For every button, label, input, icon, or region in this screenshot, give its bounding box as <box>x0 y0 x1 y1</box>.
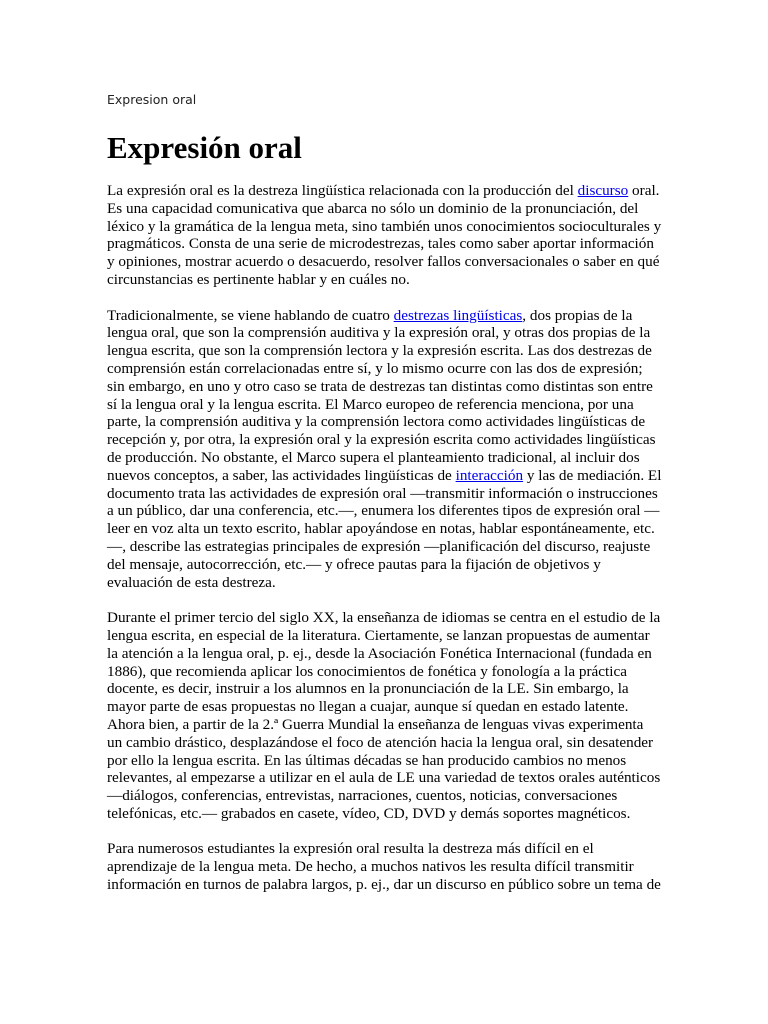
link-discurso[interactable]: discurso <box>577 182 629 199</box>
paragraph-2-text-end: y las de mediación. El documento trata las actividades de expresión oral —transmitir información o instrucciones a un público, dar una conferencia, etc.—, enumera los diferentes tipos de expresión oral —leer en voz alta un texto escrito, hablar apoyándose en notas, hablar espontáneamente, etc.—, describe las estrategias principales de expresión —planificación del discurso, reajuste del mensaje, autocorrección, etc.— y ofrece pautas para la fijación de objetivos y evaluación de esta destreza. <box>107 466 662 591</box>
paragraph-2 <box>107 307 662 592</box>
paragraph-1-text-start: La expresión oral es la destreza lingüística relacionada con la producción del <box>107 182 578 199</box>
paragraph-2-text-start: Tradicionalmente, se viene hablando de cuatro <box>107 306 394 324</box>
link-interaccion[interactable]: interacción <box>455 466 524 484</box>
paragraph-4: Para numerosos estudiantes la expresión oral resulta la destreza más difícil en el aprendizaje de la lengua meta. De hecho, a muchos nativos les resulta difícil transmitir información en turnos de palabra largos, p. ej., dar un discurso en público sobre un tema de <box>107 840 661 894</box>
page-title: Expresión oral <box>107 130 302 165</box>
paragraph-2-text-middle: , dos propias de la lengua oral, que son la comprensión auditiva y la expresión oral, y otras dos propias de la lengua escrita, que son la comprensión lectora y la expresión escrita. Las dos destrezas de comprensión están correlacionadas entre sí, y lo mismo ocurre con las dos de expresión; sin embargo, en uno y otro caso se trata de destrezas tan distintas como distintas son entre sí la lengua oral y la lengua escrita. El Marco europeo de referencia menciona, por una parte, la comprensión auditiva y la comprensión lectora como actividades lingüísticas de recepción y, por otra, la expresión oral y la expresión escrita como actividades lingüísticas de producción. No obstante, el Marco supera el planteamiento tradicional, al incluir dos nuevos conceptos, a saber, las actividades lingüísticas de <box>107 306 656 484</box>
paragraph-1 <box>107 182 662 289</box>
paragraph-1-text-end: oral. Es una capacidad comunicativa que abarca no sólo un dominio de la pronunciación, del léxico y la gramática de la lengua meta, sino también unos conocimientos socioculturales y pragmáticos. Consta de una serie de microdestrezas, tales como saber aportar información y opiniones, mostrar acuerdo o desacuerdo, resolver fallos conversacionales o saber en qué circunstancias es pertinente hablar y en cuáles no. <box>107 182 662 288</box>
document-body <box>107 182 662 912</box>
document-header-label: Expresion oral <box>107 92 197 107</box>
link-destrezas-linguisticas[interactable]: destrezas lingüísticas <box>393 306 523 324</box>
paragraph-3: Durante el primer tercio del siglo XX, la enseñanza de idiomas se centra en el estudio de la lengua escrita, en especial de la literatura. Ciertamente, se lanzan propuestas de aumentar la atención a la lengua oral, p. ej., desde la Asociación Fonética Internacional (fundada en 1886), que recomienda aplicar los conocimientos de fonética y fonología a la práctica docente, es decir, instruir a los alumnos en la pronunciación de la LE. Sin embargo, la mayor parte de esas propuestas no llegan a cuajar, aunque sí quedan en estado latente. Ahora bien, a partir de la 2.ª Guerra Mundial la enseñanza de lenguas vivas experimenta un cambio drástico, desplazándose el foco de atención hacia la lengua oral, sin desatender por ello la lengua escrita. En las últimas décadas se han producido cambios no menos relevantes, al empezarse a utilizar en el aula de LE una variedad de textos orales auténticos —diálogos, conferencias, entrevistas, narraciones, cuentos, noticias, conversaciones telefónicas, etc.— grabados en casete, vídeo, CD, DVD y demás soportes magnéticos. <box>107 609 661 822</box>
